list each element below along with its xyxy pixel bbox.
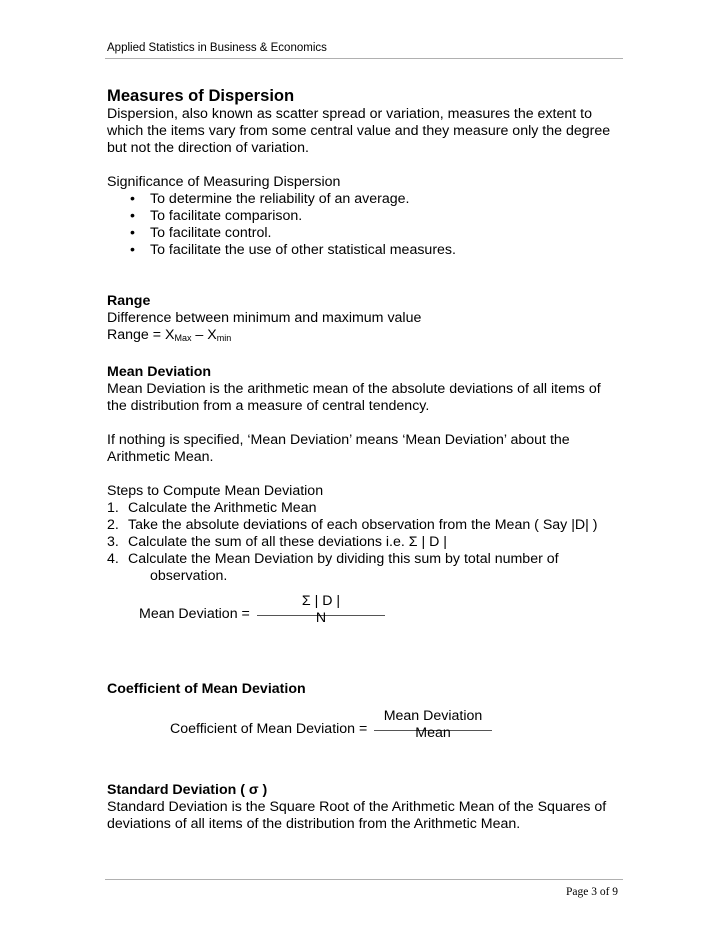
formula-denominator: Mean — [415, 725, 451, 741]
mean-deviation-heading: Mean Deviation — [107, 364, 212, 380]
range-formula — [107, 327, 627, 347]
steps-heading: Steps to Compute Mean Deviation — [107, 483, 324, 499]
step-number: 4. — [107, 551, 119, 567]
formula-denominator: N — [315, 610, 327, 626]
significance-heading: Significance of Measuring Dispersion — [107, 174, 341, 190]
range-heading: Range — [107, 293, 151, 309]
step-number: 2. — [107, 517, 119, 533]
significance-list — [107, 191, 627, 259]
page-number: Page 3 of 9 — [566, 886, 619, 898]
page-content — [107, 86, 627, 833]
list-item: • To determine the reliability of an average. — [125, 191, 627, 208]
mean-deviation-text-line-2: the distribution from a measure of central tendency. — [107, 398, 430, 414]
coefficient-formula — [107, 708, 627, 746]
mean-deviation-note-line-2: Arithmetic Mean. — [107, 449, 214, 465]
range-formula-prefix: Range = X — [107, 327, 175, 343]
formula-label: Coefficient of Mean Deviation = — [170, 721, 368, 737]
list-item: • To facilitate control. — [125, 225, 627, 242]
dispersion-heading: Measures of Dispersion — [107, 86, 295, 105]
step-text: Calculate the Arithmetic Mean — [128, 500, 317, 516]
standard-deviation-text-line-2: deviations of all items of the distribution from the Arithmetic Mean. — [107, 816, 521, 832]
header-divider — [105, 58, 623, 59]
list-item — [107, 551, 627, 585]
list-item: • To facilitate the use of other statistical measures. — [125, 242, 627, 259]
step-text: Calculate the Mean Deviation by dividing this sum by total number of — [128, 551, 559, 567]
dispersion-text-line-1: Dispersion, also known as scatter spread or variation, measures the extent to — [107, 106, 592, 122]
step-text: Calculate the sum of all these deviations i.e. Σ | D | — [128, 534, 447, 550]
standard-deviation-text-line-1: Standard Deviation is the Square Root of the Arithmetic Mean of the Squares of — [107, 799, 607, 815]
range-formula-mid: – X — [191, 327, 217, 343]
list-item — [107, 534, 627, 551]
steps-list — [107, 500, 627, 585]
formula-label: Mean Deviation = — [139, 606, 250, 622]
step-text: Take the absolute deviations of each observation from the Mean ( Say |D| ) — [128, 517, 598, 533]
mean-deviation-text-line-1: Mean Deviation is the arithmetic mean of the absolute deviations of all items of — [107, 381, 601, 397]
formula-numerator: Σ | D | — [301, 593, 341, 609]
step-continuation: observation. — [150, 568, 228, 584]
range-subscript-max: Max — [174, 333, 192, 343]
mean-deviation-formula — [107, 593, 627, 631]
coefficient-heading: Coefficient of Mean Deviation — [107, 681, 306, 697]
list-item — [107, 500, 627, 517]
footer-divider — [105, 879, 623, 880]
dispersion-text-line-3: but not the direction of variation. — [107, 140, 309, 156]
standard-deviation-heading: Standard Deviation ( σ ) — [107, 782, 268, 798]
range-subscript-min: min — [216, 333, 232, 343]
step-number: 1. — [107, 500, 119, 516]
formula-numerator: Mean Deviation — [383, 708, 483, 724]
dispersion-text-line-2: which the items vary from some central value and they measure only the degree — [107, 123, 611, 139]
running-header: Applied Statistics in Business & Economics — [107, 42, 327, 54]
range-definition: Difference between minimum and maximum value — [107, 310, 422, 326]
mean-deviation-note-line-1: If nothing is specified, ‘Mean Deviation’ means ‘Mean Deviation’ about the — [107, 432, 570, 448]
step-number: 3. — [107, 534, 119, 550]
list-item — [107, 517, 627, 534]
list-item: • To facilitate comparison. — [125, 208, 627, 225]
